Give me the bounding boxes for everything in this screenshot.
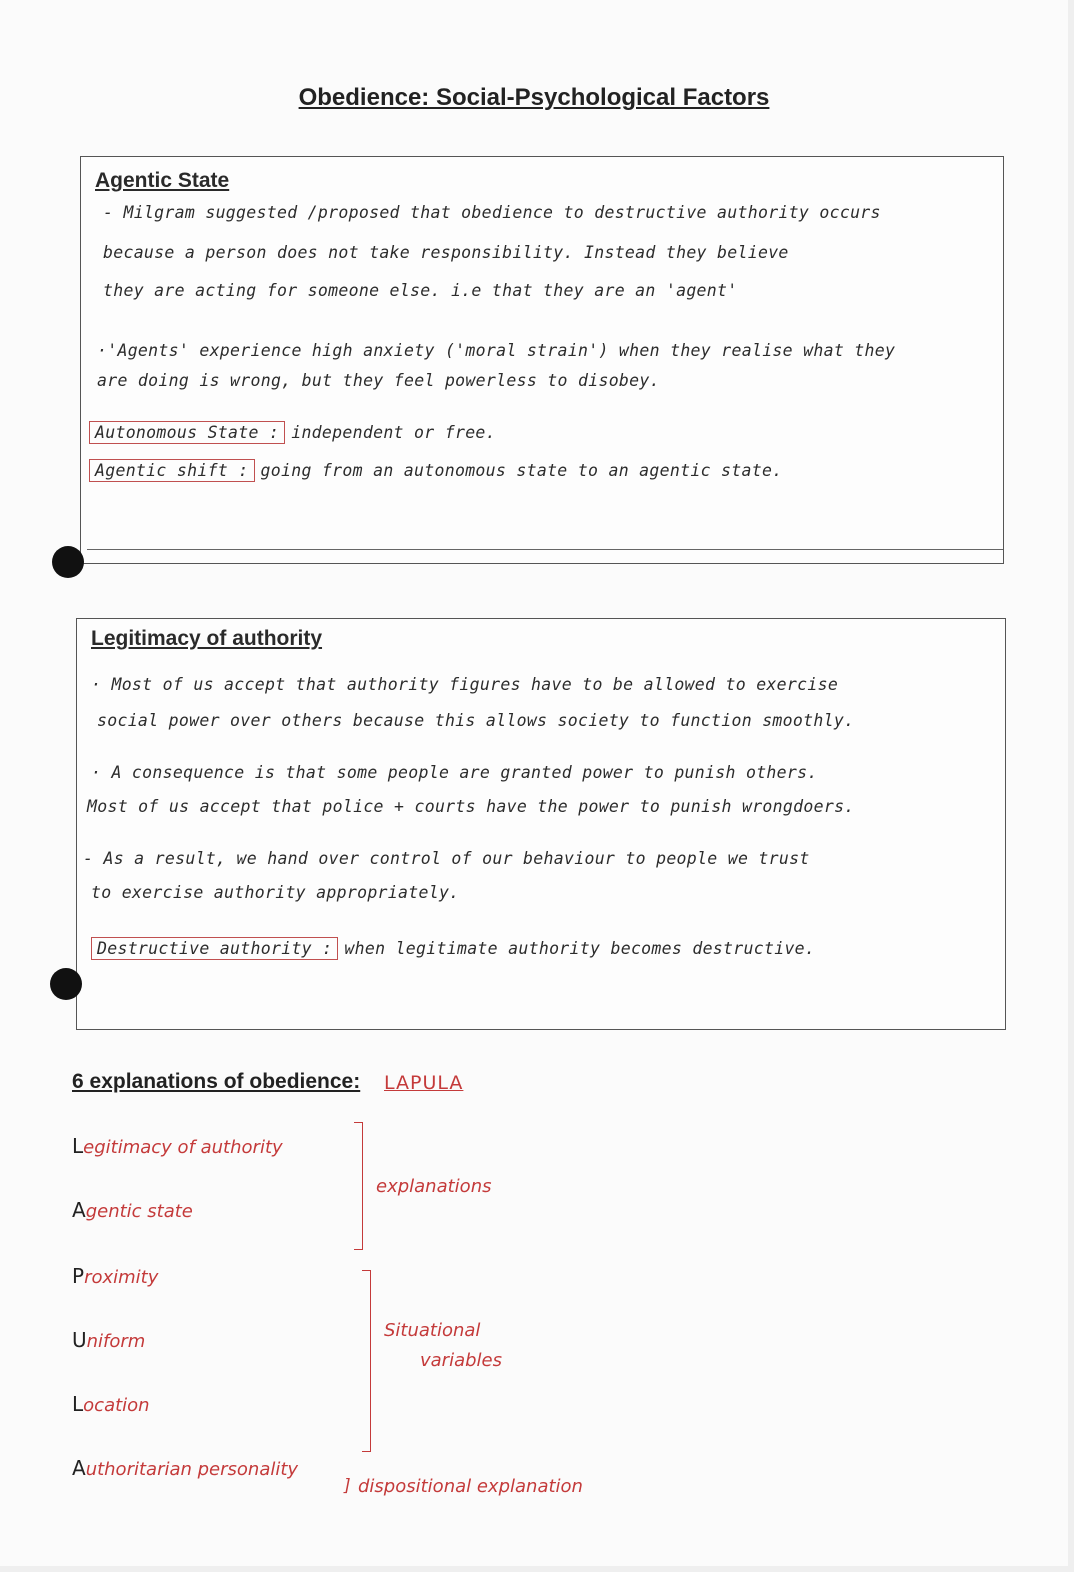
term-definition: when legitimate authority becomes destructive. [344, 939, 816, 958]
mnemonic-lapula: LAPULA [384, 1072, 464, 1094]
group-label-dispositional: dispositional explanation [358, 1476, 583, 1497]
term-agentic-shift [89, 459, 782, 482]
legitimacy-box [76, 618, 1006, 1030]
item-rest: uthoritarian personality [85, 1459, 299, 1480]
group-label-situational: Situational [384, 1320, 481, 1341]
item-letter: A [72, 1456, 86, 1480]
agentic-state-heading: Agentic State [95, 169, 230, 192]
term-definition: independent or free. [291, 423, 496, 442]
item-letter: U [72, 1328, 87, 1352]
list-item [72, 1392, 150, 1416]
page-title: Obedience: Social-Psychological Factors [298, 84, 770, 111]
term-autonomous-state [89, 421, 496, 444]
term-label: Autonomous State : [89, 421, 285, 444]
term-destructive-authority [91, 937, 815, 960]
bracket-explanations [354, 1122, 363, 1250]
group-label-variables: variables [420, 1350, 502, 1371]
item-rest: roximity [84, 1267, 159, 1288]
group-label-explanations: explanations [376, 1176, 492, 1197]
term-label: Agentic shift : [89, 459, 255, 482]
legitimacy-line-6: to exercise authority appropriately. [91, 883, 460, 902]
legitimacy-line-1: · Most of us accept that authority figures have to be allowed to exercise [91, 675, 839, 694]
agentic-state-box [80, 156, 1004, 564]
list-item [72, 1198, 193, 1222]
item-rest: niform [86, 1331, 146, 1352]
agentic-line-1: - Milgram suggested /proposed that obedience to destructive authority occurs [103, 203, 881, 222]
list-item [72, 1456, 298, 1480]
legitimacy-line-3: · A consequence is that some people are granted power to punish others. [91, 763, 818, 782]
item-rest: egitimacy of authority [83, 1137, 283, 1158]
item-letter: P [72, 1264, 85, 1288]
legitimacy-line-2: social power over others because this allows society to function smoothly. [97, 711, 855, 730]
list-item [72, 1328, 145, 1352]
agentic-line-4: ·'Agents' experience high anxiety ('moral strain') when they realise what they [97, 341, 896, 360]
legitimacy-heading: Legitimacy of authority [91, 627, 323, 650]
bracket-situational [362, 1270, 371, 1452]
item-letter: L [72, 1392, 84, 1416]
item-rest: gentic state [85, 1201, 193, 1222]
legitimacy-line-5: - As a result, we hand over control of our behaviour to people we trust [83, 849, 810, 868]
list-item [72, 1264, 158, 1288]
item-letter: L [72, 1134, 84, 1158]
term-definition: going from an autonomous state to an agentic state. [260, 461, 783, 480]
hole-punch [50, 968, 82, 1000]
list-item [72, 1134, 283, 1158]
item-letter: A [72, 1198, 86, 1222]
term-label: Destructive authority : [91, 937, 338, 960]
hole-punch [52, 546, 84, 578]
bracket-dispositional: ] [344, 1476, 351, 1496]
item-rest: ocation [83, 1395, 150, 1416]
box-divider [87, 549, 1003, 550]
agentic-line-2: because a person does not take responsibility. Instead they believe [103, 243, 789, 262]
agentic-line-5: are doing is wrong, but they feel powerless to disobey. [97, 371, 660, 390]
agentic-line-3: they are acting for someone else. i.e that they are an 'agent' [103, 281, 738, 300]
explanations-heading: 6 explanations of obedience: [72, 1070, 361, 1093]
legitimacy-line-4: Most of us accept that police + courts have the power to punish wrongdoers. [87, 797, 855, 816]
